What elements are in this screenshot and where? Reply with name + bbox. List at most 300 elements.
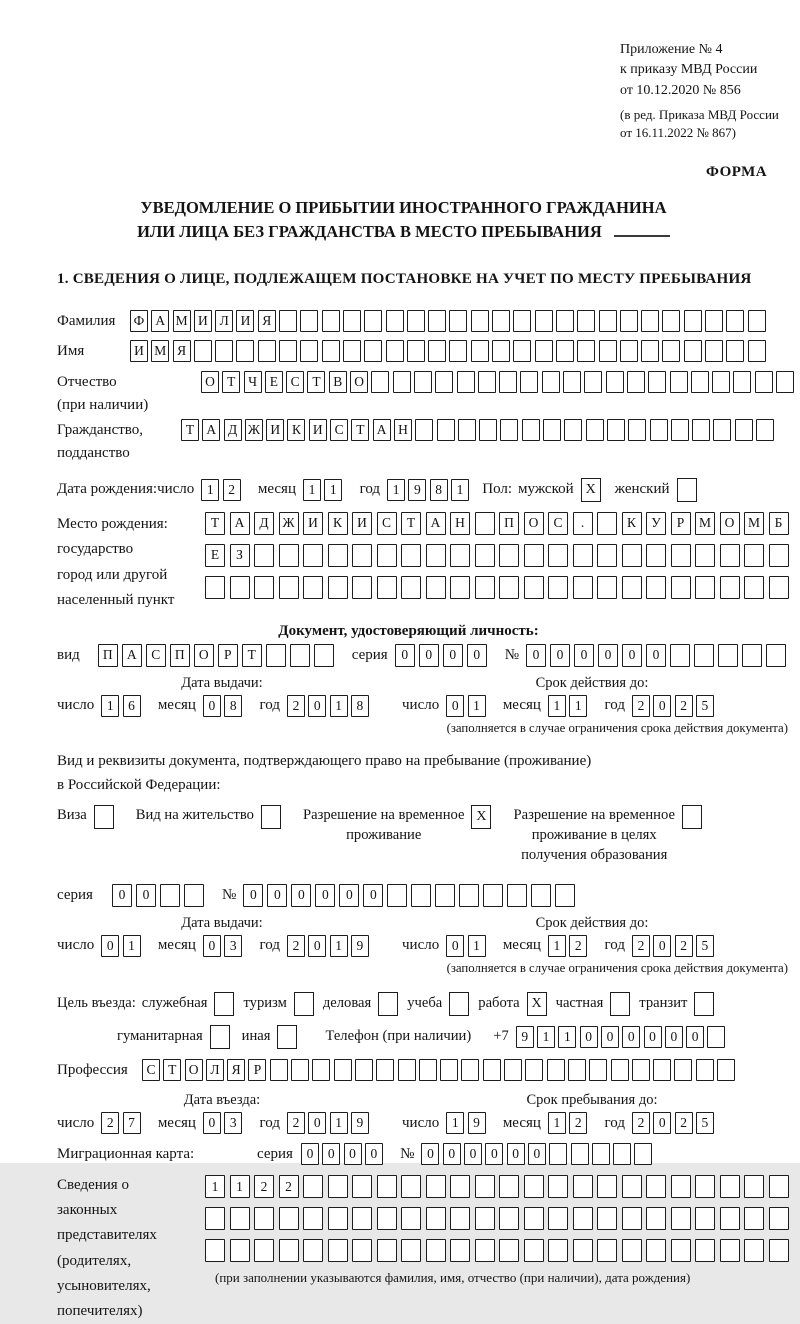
char-cell[interactable]: 2 bbox=[569, 1112, 587, 1134]
char-cell[interactable]: 9 bbox=[468, 1112, 486, 1134]
char-cell[interactable]: 0 bbox=[665, 1026, 683, 1048]
char-cell[interactable] bbox=[607, 419, 625, 441]
char-cell[interactable] bbox=[328, 544, 348, 567]
char-cell[interactable]: М bbox=[695, 512, 715, 535]
char-cell[interactable] bbox=[499, 1175, 519, 1198]
char-cell[interactable] bbox=[475, 544, 495, 567]
char-cell[interactable] bbox=[542, 371, 560, 393]
char-cell[interactable]: Н bbox=[394, 419, 412, 441]
char-cell[interactable] bbox=[303, 1239, 323, 1262]
char-cell[interactable] bbox=[426, 1207, 446, 1230]
char-cell[interactable] bbox=[471, 310, 489, 332]
char-cell[interactable] bbox=[597, 1175, 617, 1198]
char-cell[interactable]: С bbox=[330, 419, 348, 441]
char-cell[interactable]: 1 bbox=[324, 479, 342, 501]
char-cell[interactable] bbox=[694, 644, 714, 667]
char-cell[interactable] bbox=[205, 1239, 225, 1262]
char-cell[interactable]: 0 bbox=[267, 884, 287, 907]
char-cell[interactable]: О bbox=[720, 512, 740, 535]
valid-month-cells[interactable] bbox=[548, 695, 591, 717]
char-cell[interactable] bbox=[352, 1175, 372, 1198]
char-cell[interactable]: 2 bbox=[675, 695, 693, 717]
char-cell[interactable] bbox=[620, 310, 638, 332]
char-cell[interactable]: 1 bbox=[387, 479, 405, 501]
char-cell[interactable]: 0 bbox=[112, 884, 132, 907]
char-cell[interactable] bbox=[479, 419, 497, 441]
char-cell[interactable]: У bbox=[646, 512, 666, 535]
char-cell[interactable] bbox=[449, 310, 467, 332]
char-cell[interactable] bbox=[254, 1239, 274, 1262]
char-cell[interactable] bbox=[450, 1239, 470, 1262]
char-cell[interactable]: 0 bbox=[528, 1143, 546, 1165]
char-cell[interactable] bbox=[535, 310, 553, 332]
char-cell[interactable] bbox=[279, 1207, 299, 1230]
char-cell[interactable]: Е bbox=[205, 544, 225, 567]
char-cell[interactable] bbox=[435, 371, 453, 393]
char-cell[interactable]: П bbox=[499, 512, 519, 535]
char-cell[interactable] bbox=[401, 576, 421, 599]
char-cell[interactable] bbox=[522, 419, 540, 441]
residence-issue-month-cells[interactable] bbox=[203, 935, 246, 957]
char-cell[interactable]: Ж bbox=[279, 512, 299, 535]
char-cell[interactable] bbox=[279, 1239, 299, 1262]
checkbox-purpose-humanitarian[interactable] bbox=[210, 1025, 230, 1049]
char-cell[interactable] bbox=[419, 1059, 437, 1081]
char-cell[interactable] bbox=[707, 1026, 725, 1048]
char-cell[interactable]: 9 bbox=[516, 1026, 534, 1048]
char-cell[interactable]: . bbox=[573, 512, 593, 535]
char-cell[interactable]: А bbox=[373, 419, 391, 441]
char-cell[interactable] bbox=[627, 371, 645, 393]
citizenship-cells[interactable] bbox=[181, 419, 777, 441]
char-cell[interactable]: 0 bbox=[101, 935, 119, 957]
char-cell[interactable] bbox=[671, 1239, 691, 1262]
char-cell[interactable] bbox=[215, 340, 233, 362]
char-cell[interactable] bbox=[695, 1239, 715, 1262]
char-cell[interactable] bbox=[483, 884, 503, 907]
char-cell[interactable] bbox=[230, 576, 250, 599]
char-cell[interactable]: 0 bbox=[580, 1026, 598, 1048]
char-cell[interactable] bbox=[691, 371, 709, 393]
char-cell[interactable] bbox=[407, 340, 425, 362]
char-cell[interactable] bbox=[230, 1239, 250, 1262]
char-cell[interactable] bbox=[586, 419, 604, 441]
char-cell[interactable]: 0 bbox=[308, 1112, 326, 1134]
char-cell[interactable] bbox=[328, 1175, 348, 1198]
char-cell[interactable] bbox=[303, 1207, 323, 1230]
char-cell[interactable] bbox=[387, 884, 407, 907]
char-cell[interactable]: М bbox=[744, 512, 764, 535]
char-cell[interactable]: 0 bbox=[622, 1026, 640, 1048]
char-cell[interactable]: Д bbox=[254, 512, 274, 535]
char-cell[interactable]: 0 bbox=[464, 1143, 482, 1165]
char-cell[interactable] bbox=[475, 1207, 495, 1230]
residence-issue-year-cells[interactable] bbox=[287, 935, 372, 957]
entry-year-cells[interactable] bbox=[287, 1112, 372, 1134]
char-cell[interactable] bbox=[718, 644, 738, 667]
char-cell[interactable] bbox=[646, 1175, 666, 1198]
char-cell[interactable]: И bbox=[266, 419, 284, 441]
char-cell[interactable] bbox=[398, 1059, 416, 1081]
char-cell[interactable] bbox=[641, 310, 659, 332]
checkbox-purpose-official[interactable] bbox=[214, 992, 234, 1016]
char-cell[interactable] bbox=[769, 1207, 789, 1230]
char-cell[interactable] bbox=[475, 1175, 495, 1198]
char-cell[interactable] bbox=[662, 340, 680, 362]
char-cell[interactable] bbox=[713, 419, 731, 441]
char-cell[interactable] bbox=[377, 1175, 397, 1198]
char-cell[interactable] bbox=[499, 1239, 519, 1262]
char-cell[interactable] bbox=[670, 371, 688, 393]
char-cell[interactable] bbox=[475, 576, 495, 599]
char-cell[interactable]: 0 bbox=[365, 1143, 383, 1165]
char-cell[interactable] bbox=[377, 576, 397, 599]
char-cell[interactable] bbox=[726, 310, 744, 332]
char-cell[interactable] bbox=[650, 419, 668, 441]
char-cell[interactable] bbox=[646, 576, 666, 599]
char-cell[interactable] bbox=[290, 644, 310, 667]
char-cell[interactable] bbox=[769, 576, 789, 599]
char-cell[interactable] bbox=[548, 1175, 568, 1198]
char-cell[interactable] bbox=[364, 340, 382, 362]
char-cell[interactable]: А bbox=[151, 310, 169, 332]
char-cell[interactable] bbox=[524, 1207, 544, 1230]
char-cell[interactable] bbox=[386, 340, 404, 362]
char-cell[interactable]: Т bbox=[163, 1059, 181, 1081]
char-cell[interactable] bbox=[343, 340, 361, 362]
char-cell[interactable] bbox=[459, 884, 479, 907]
char-cell[interactable] bbox=[622, 576, 642, 599]
char-cell[interactable]: 9 bbox=[351, 1112, 369, 1134]
char-cell[interactable] bbox=[531, 884, 551, 907]
char-cell[interactable] bbox=[499, 576, 519, 599]
char-cell[interactable] bbox=[426, 1175, 446, 1198]
char-cell[interactable] bbox=[312, 1059, 330, 1081]
char-cell[interactable] bbox=[733, 371, 751, 393]
checkbox-edu-permit[interactable] bbox=[682, 805, 702, 829]
char-cell[interactable] bbox=[314, 644, 334, 667]
char-cell[interactable] bbox=[492, 310, 510, 332]
stay-day-cells[interactable] bbox=[446, 1112, 489, 1134]
char-cell[interactable] bbox=[322, 310, 340, 332]
char-cell[interactable] bbox=[684, 340, 702, 362]
char-cell[interactable] bbox=[599, 310, 617, 332]
char-cell[interactable]: О bbox=[185, 1059, 203, 1081]
char-cell[interactable]: О bbox=[194, 644, 214, 667]
char-cell[interactable] bbox=[744, 1175, 764, 1198]
char-cell[interactable]: 0 bbox=[421, 1143, 439, 1165]
char-cell[interactable] bbox=[266, 644, 286, 667]
char-cell[interactable]: 0 bbox=[686, 1026, 704, 1048]
char-cell[interactable]: 1 bbox=[330, 935, 348, 957]
char-cell[interactable] bbox=[524, 1239, 544, 1262]
char-cell[interactable]: С bbox=[286, 371, 304, 393]
char-cell[interactable] bbox=[230, 1207, 250, 1230]
char-cell[interactable]: 2 bbox=[632, 1112, 650, 1134]
char-cell[interactable] bbox=[377, 1207, 397, 1230]
char-cell[interactable] bbox=[641, 340, 659, 362]
char-cell[interactable] bbox=[461, 1059, 479, 1081]
char-cell[interactable] bbox=[717, 1059, 735, 1081]
char-cell[interactable] bbox=[646, 1207, 666, 1230]
char-cell[interactable]: 0 bbox=[507, 1143, 525, 1165]
char-cell[interactable] bbox=[597, 576, 617, 599]
residence-series-cells[interactable] bbox=[112, 884, 208, 907]
char-cell[interactable] bbox=[549, 1143, 567, 1165]
residence-valid-year-cells[interactable] bbox=[632, 935, 717, 957]
char-cell[interactable] bbox=[564, 419, 582, 441]
char-cell[interactable]: Т bbox=[205, 512, 225, 535]
char-cell[interactable]: А bbox=[426, 512, 446, 535]
char-cell[interactable]: 2 bbox=[632, 935, 650, 957]
char-cell[interactable]: О bbox=[201, 371, 219, 393]
issue-month-cells[interactable] bbox=[203, 695, 246, 717]
char-cell[interactable] bbox=[371, 371, 389, 393]
char-cell[interactable] bbox=[184, 884, 204, 907]
char-cell[interactable] bbox=[270, 1059, 288, 1081]
char-cell[interactable] bbox=[205, 1207, 225, 1230]
char-cell[interactable]: 0 bbox=[419, 644, 439, 667]
char-cell[interactable]: 2 bbox=[287, 1112, 305, 1134]
char-cell[interactable]: 0 bbox=[526, 644, 546, 667]
char-cell[interactable] bbox=[500, 419, 518, 441]
char-cell[interactable] bbox=[450, 544, 470, 567]
patronymic-cells[interactable] bbox=[201, 371, 797, 393]
char-cell[interactable]: М bbox=[151, 340, 169, 362]
char-cell[interactable]: А bbox=[202, 419, 220, 441]
char-cell[interactable]: Я bbox=[227, 1059, 245, 1081]
char-cell[interactable] bbox=[401, 1175, 421, 1198]
char-cell[interactable]: 2 bbox=[675, 1112, 693, 1134]
char-cell[interactable] bbox=[628, 419, 646, 441]
char-cell[interactable]: 9 bbox=[351, 935, 369, 957]
char-cell[interactable] bbox=[671, 576, 691, 599]
char-cell[interactable]: 8 bbox=[430, 479, 448, 501]
char-cell[interactable]: Н bbox=[450, 512, 470, 535]
birth-day-cells[interactable] bbox=[201, 479, 244, 501]
char-cell[interactable] bbox=[435, 884, 455, 907]
checkbox-temp-permit[interactable]: X bbox=[471, 805, 491, 829]
char-cell[interactable]: Т bbox=[181, 419, 199, 441]
char-cell[interactable]: 8 bbox=[351, 695, 369, 717]
char-cell[interactable]: 0 bbox=[485, 1143, 503, 1165]
char-cell[interactable] bbox=[744, 1207, 764, 1230]
char-cell[interactable] bbox=[475, 512, 495, 535]
char-cell[interactable] bbox=[769, 544, 789, 567]
char-cell[interactable]: 0 bbox=[644, 1026, 662, 1048]
char-cell[interactable] bbox=[279, 340, 297, 362]
char-cell[interactable] bbox=[684, 310, 702, 332]
char-cell[interactable] bbox=[705, 310, 723, 332]
char-cell[interactable]: 1 bbox=[101, 695, 119, 717]
char-cell[interactable]: Ч bbox=[244, 371, 262, 393]
char-cell[interactable]: 1 bbox=[548, 695, 566, 717]
char-cell[interactable] bbox=[577, 310, 595, 332]
char-cell[interactable] bbox=[377, 544, 397, 567]
residence-issue-day-cells[interactable] bbox=[101, 935, 144, 957]
stay-year-cells[interactable] bbox=[632, 1112, 717, 1134]
char-cell[interactable] bbox=[300, 310, 318, 332]
residence-number-cells[interactable] bbox=[243, 884, 579, 907]
char-cell[interactable] bbox=[475, 1239, 495, 1262]
char-cell[interactable]: К bbox=[622, 512, 642, 535]
char-cell[interactable]: 0 bbox=[308, 935, 326, 957]
char-cell[interactable] bbox=[720, 1239, 740, 1262]
residence-valid-day-cells[interactable] bbox=[446, 935, 489, 957]
checkbox-purpose-transit[interactable] bbox=[694, 992, 714, 1016]
birth-place-row3-cells[interactable] bbox=[205, 576, 793, 599]
char-cell[interactable] bbox=[597, 1207, 617, 1230]
char-cell[interactable] bbox=[592, 1143, 610, 1165]
char-cell[interactable] bbox=[695, 544, 715, 567]
char-cell[interactable] bbox=[426, 544, 446, 567]
char-cell[interactable] bbox=[543, 419, 561, 441]
char-cell[interactable] bbox=[258, 340, 276, 362]
char-cell[interactable]: 2 bbox=[675, 935, 693, 957]
char-cell[interactable] bbox=[720, 1175, 740, 1198]
char-cell[interactable]: Д bbox=[224, 419, 242, 441]
char-cell[interactable]: 2 bbox=[223, 479, 241, 501]
char-cell[interactable] bbox=[606, 371, 624, 393]
char-cell[interactable] bbox=[744, 544, 764, 567]
char-cell[interactable]: 2 bbox=[287, 695, 305, 717]
char-cell[interactable]: 1 bbox=[537, 1026, 555, 1048]
char-cell[interactable] bbox=[671, 544, 691, 567]
char-cell[interactable]: 1 bbox=[548, 1112, 566, 1134]
char-cell[interactable] bbox=[303, 544, 323, 567]
char-cell[interactable] bbox=[756, 419, 774, 441]
char-cell[interactable]: 0 bbox=[622, 644, 642, 667]
char-cell[interactable]: В bbox=[329, 371, 347, 393]
char-cell[interactable] bbox=[744, 1239, 764, 1262]
char-cell[interactable] bbox=[568, 1059, 586, 1081]
char-cell[interactable]: П bbox=[98, 644, 118, 667]
char-cell[interactable]: 0 bbox=[653, 935, 671, 957]
char-cell[interactable]: 0 bbox=[467, 644, 487, 667]
char-cell[interactable]: 0 bbox=[363, 884, 383, 907]
char-cell[interactable] bbox=[622, 1175, 642, 1198]
migration-number-cells[interactable] bbox=[421, 1143, 655, 1165]
entry-month-cells[interactable] bbox=[203, 1112, 246, 1134]
char-cell[interactable]: 0 bbox=[598, 644, 618, 667]
char-cell[interactable]: 0 bbox=[243, 884, 263, 907]
char-cell[interactable] bbox=[584, 371, 602, 393]
issue-year-cells[interactable] bbox=[287, 695, 372, 717]
char-cell[interactable] bbox=[415, 419, 433, 441]
char-cell[interactable] bbox=[401, 544, 421, 567]
char-cell[interactable] bbox=[671, 1175, 691, 1198]
char-cell[interactable] bbox=[535, 340, 553, 362]
checkbox-residence-permit[interactable] bbox=[261, 805, 281, 829]
char-cell[interactable] bbox=[386, 310, 404, 332]
char-cell[interactable]: А bbox=[122, 644, 142, 667]
phone-cells[interactable] bbox=[516, 1026, 729, 1048]
birth-place-row1-cells[interactable] bbox=[205, 512, 793, 535]
char-cell[interactable]: 0 bbox=[443, 644, 463, 667]
char-cell[interactable] bbox=[622, 1207, 642, 1230]
char-cell[interactable] bbox=[393, 371, 411, 393]
char-cell[interactable] bbox=[632, 1059, 650, 1081]
char-cell[interactable] bbox=[334, 1059, 352, 1081]
char-cell[interactable] bbox=[450, 1207, 470, 1230]
char-cell[interactable] bbox=[426, 1239, 446, 1262]
char-cell[interactable]: 0 bbox=[291, 884, 311, 907]
char-cell[interactable] bbox=[577, 340, 595, 362]
char-cell[interactable]: 0 bbox=[301, 1143, 319, 1165]
char-cell[interactable]: И bbox=[194, 310, 212, 332]
char-cell[interactable]: 1 bbox=[330, 1112, 348, 1134]
doc-kind-cells[interactable] bbox=[98, 644, 338, 667]
checkbox-visa[interactable] bbox=[94, 805, 114, 829]
char-cell[interactable]: Т bbox=[222, 371, 240, 393]
char-cell[interactable]: Я bbox=[258, 310, 276, 332]
char-cell[interactable] bbox=[597, 1239, 617, 1262]
birth-year-cells[interactable] bbox=[387, 479, 472, 501]
entry-day-cells[interactable] bbox=[101, 1112, 144, 1134]
char-cell[interactable]: 0 bbox=[446, 935, 464, 957]
char-cell[interactable] bbox=[705, 340, 723, 362]
char-cell[interactable] bbox=[692, 419, 710, 441]
char-cell[interactable] bbox=[440, 1059, 458, 1081]
char-cell[interactable] bbox=[478, 371, 496, 393]
char-cell[interactable]: 0 bbox=[203, 1112, 221, 1134]
char-cell[interactable] bbox=[504, 1059, 522, 1081]
char-cell[interactable]: 1 bbox=[468, 935, 486, 957]
char-cell[interactable] bbox=[748, 340, 766, 362]
char-cell[interactable]: А bbox=[230, 512, 250, 535]
char-cell[interactable] bbox=[597, 544, 617, 567]
char-cell[interactable] bbox=[556, 340, 574, 362]
representatives-row1-cells[interactable] bbox=[205, 1175, 793, 1198]
char-cell[interactable] bbox=[720, 1207, 740, 1230]
char-cell[interactable] bbox=[279, 576, 299, 599]
char-cell[interactable] bbox=[547, 1059, 565, 1081]
char-cell[interactable]: 5 bbox=[696, 1112, 714, 1134]
char-cell[interactable] bbox=[548, 576, 568, 599]
char-cell[interactable] bbox=[653, 1059, 671, 1081]
char-cell[interactable]: 7 bbox=[123, 1112, 141, 1134]
char-cell[interactable]: 1 bbox=[446, 1112, 464, 1134]
profession-cells[interactable] bbox=[142, 1059, 738, 1081]
char-cell[interactable] bbox=[766, 644, 786, 667]
char-cell[interactable]: 0 bbox=[395, 644, 415, 667]
char-cell[interactable] bbox=[622, 544, 642, 567]
char-cell[interactable]: Т bbox=[242, 644, 262, 667]
char-cell[interactable]: 1 bbox=[230, 1175, 250, 1198]
char-cell[interactable] bbox=[322, 340, 340, 362]
char-cell[interactable]: 0 bbox=[339, 884, 359, 907]
char-cell[interactable]: 0 bbox=[322, 1143, 340, 1165]
char-cell[interactable] bbox=[556, 310, 574, 332]
char-cell[interactable]: 0 bbox=[443, 1143, 461, 1165]
char-cell[interactable] bbox=[364, 310, 382, 332]
char-cell[interactable] bbox=[426, 576, 446, 599]
char-cell[interactable]: Т bbox=[307, 371, 325, 393]
char-cell[interactable] bbox=[648, 371, 666, 393]
surname-cells[interactable] bbox=[130, 310, 769, 332]
char-cell[interactable]: 2 bbox=[287, 935, 305, 957]
valid-day-cells[interactable] bbox=[446, 695, 489, 717]
char-cell[interactable] bbox=[291, 1059, 309, 1081]
char-cell[interactable]: Р bbox=[671, 512, 691, 535]
char-cell[interactable] bbox=[254, 576, 274, 599]
checkbox-purpose-business[interactable] bbox=[378, 992, 398, 1016]
char-cell[interactable] bbox=[548, 1239, 568, 1262]
char-cell[interactable] bbox=[571, 1143, 589, 1165]
char-cell[interactable]: 0 bbox=[203, 935, 221, 957]
char-cell[interactable] bbox=[428, 340, 446, 362]
char-cell[interactable] bbox=[620, 340, 638, 362]
